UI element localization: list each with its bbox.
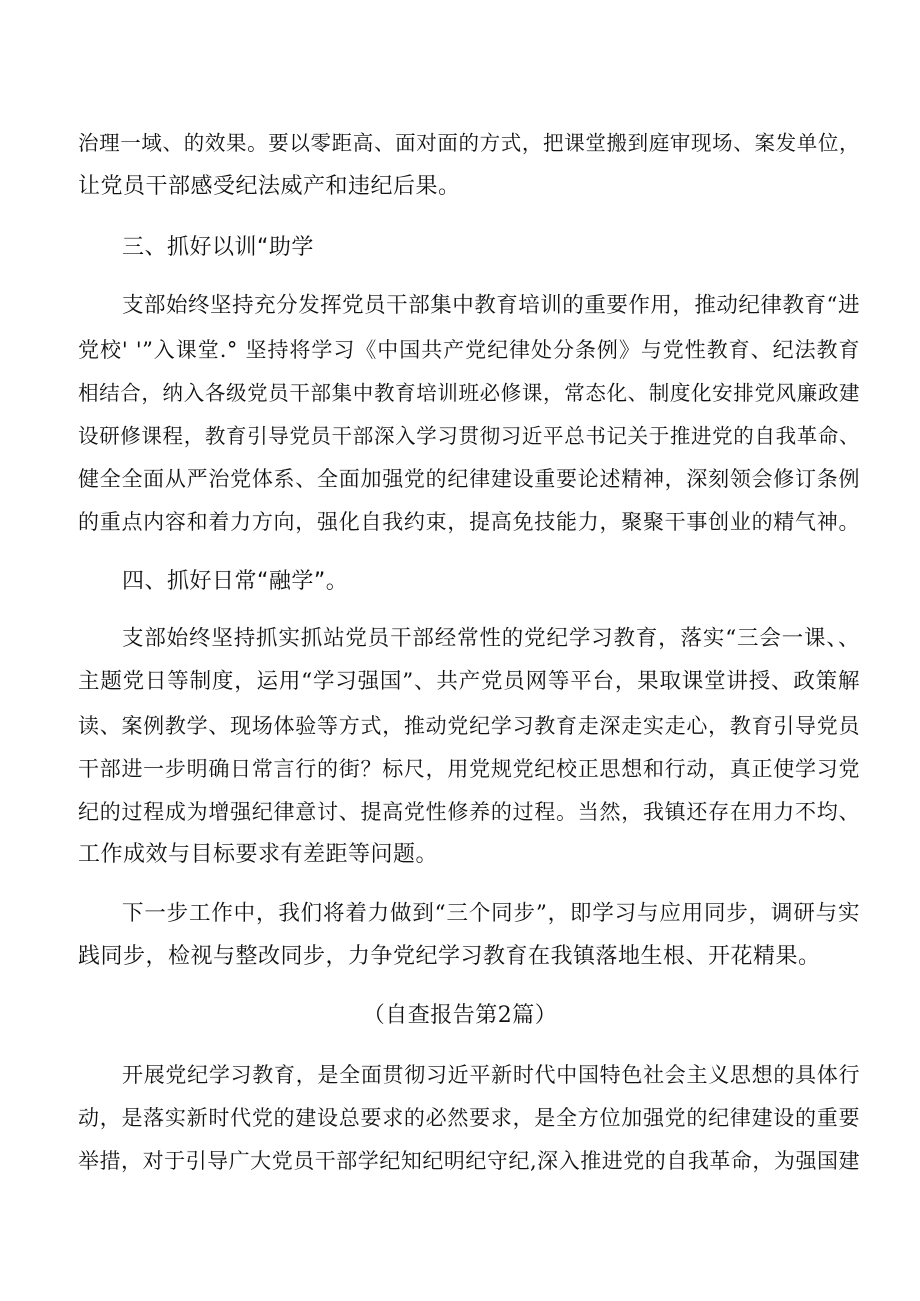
paragraph-3-line-4: 干部进一步明确日常言行的街？标尺，用党规党纪校正思想和行动，真正使学习党 (78, 757, 860, 781)
paragraph-1-line-1: 治理一域、的效果。要以零距高、面对面的方式，把课堂搬到庭审现场、案发单位， (78, 131, 860, 155)
paragraph-3-line-6: 工作成效与目标要求有差距等问题。 (78, 842, 439, 867)
paragraph-2-line-4: 设研修课程，教育引导党员干部深入学习贯彻习近平总书记关于推进党的自我革命、 (78, 424, 860, 448)
paragraph-5-line-1: 开展党纪学习教育，是全面贯彻习近平新时代中国特色社会主义思想的具体行 (122, 1063, 860, 1087)
paragraph-5-line-3: 举措，对于引导广大党员干部学纪知纪明纪守纪,深入推进党的自我革命，为强国建 (78, 1149, 860, 1173)
paragraph-5-line-2: 动，是落实新时代党的建设总要求的必然要求，是全方位加强党的纪律建设的重要 (78, 1106, 860, 1130)
section-heading-3: 三、抓好以训“助学 (122, 235, 314, 260)
paragraph-1-line-2: 让党员干部感受纪法威产和违纪后果。 (78, 174, 461, 199)
paragraph-3-line-3: 读、案例教学、现场体验等方式，推动党纪学习教育走深走实走心，教育引导党员 (78, 714, 860, 738)
paragraph-3-line-5: 纪的过程成为增强纪律意讨、提高党性修养的过程。当然，我镇还存在用力不均、 (78, 800, 860, 824)
paragraph-2-line-2: 党校' '”入课堂.° 坚持将学习《中国共产党纪律处分条例》与党性教育、纪法教育 (78, 338, 860, 362)
paragraph-2-line-3: 相结合，纳入各级党员干部集中教育培训班必修课，常态化、制度化安排党风廉政建 (78, 381, 860, 405)
section-title: （自查报告第2篇） (362, 1003, 558, 1028)
paragraph-4-line-2: 践同步，检视与整改同步，力争党纪学习教育在我镇落地生根、开花精果。 (78, 944, 821, 969)
paragraph-4-line-1: 下一步工作中，我们将着力做到“三个同步”，即学习与应用同步，调研与实 (122, 901, 860, 926)
paragraph-2-line-5: 健全全面从严治党体系、全面加强党的纪律建设重要论述精神，深刻领会修订条例 (78, 467, 860, 491)
paragraph-3-line-1: 支部始终坚持抓实抓站党员干部经常性的党纪学习教育，落实“三会一课、、 (122, 626, 860, 651)
paragraph-3-line-2: 主题党日等制度，运用“学习强国”、共产党员网等平台，果取课堂讲授、政策解 (78, 669, 860, 694)
paragraph-2-line-6: 的重点内容和着力方向，强化自我约束，提高免技能力，聚聚干事创业的精气神。 (78, 510, 860, 534)
section-heading-4: 四、抓好日常“融学”。 (122, 569, 349, 594)
paragraph-2-line-1: 支部始终坚持充分发挥党员干部集中教育培训的重要作用，推动纪律教育“进 (122, 293, 860, 318)
